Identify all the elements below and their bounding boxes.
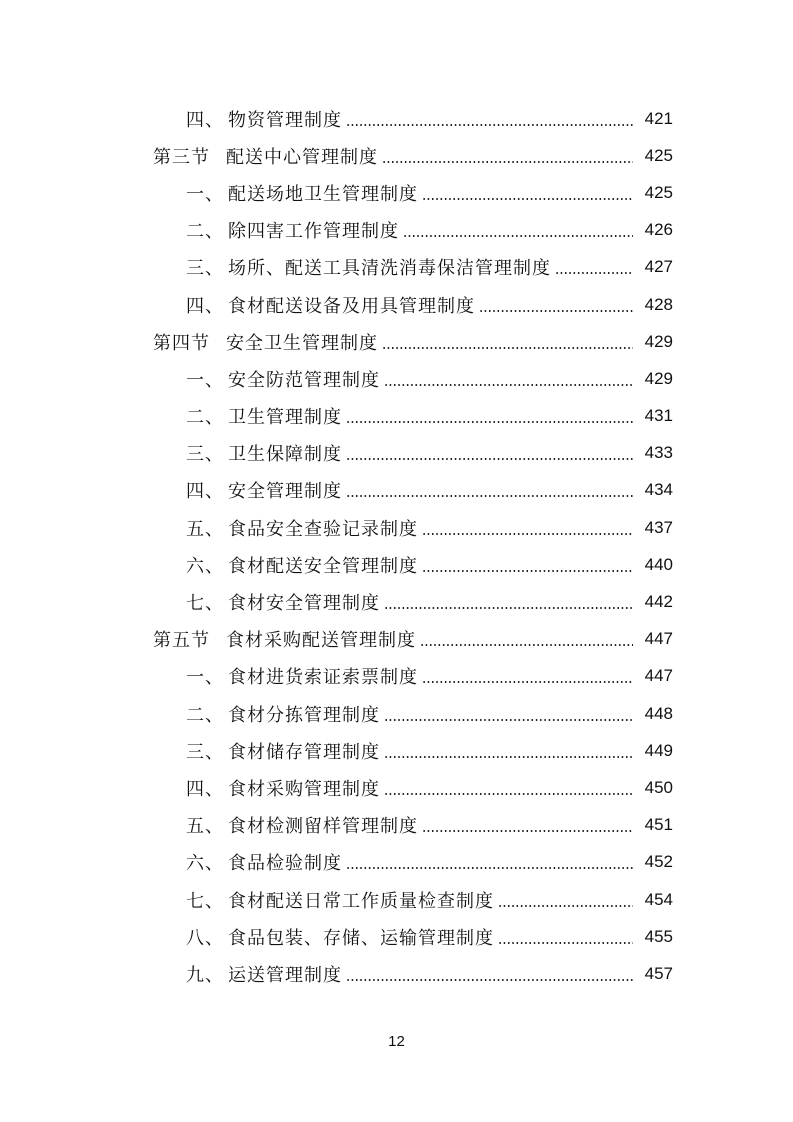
toc-entry-text: 食材安全管理制度 [228,593,380,615]
toc-entry-prefix: 三、 [186,444,224,466]
toc-entry-page-number: 425 [644,182,673,202]
toc-entry-page-number: 433 [644,443,673,463]
toc-entry-text: 食材储存管理制度 [228,741,380,763]
toc-entry-title [186,254,551,280]
dot-leader [555,272,633,274]
toc-entry-prefix: 一、 [186,183,224,205]
toc-entry-page-number: 428 [644,294,673,314]
toc-entry-page-number: 437 [644,517,673,537]
toc-subsection-entry[interactable] [0,435,793,472]
toc-entry-page-number: 427 [644,257,673,277]
toc-entry-title [186,812,418,838]
dot-leader [384,719,633,721]
toc-entry-prefix: 五、 [186,816,224,838]
toc-entry-page-number: 421 [644,108,673,128]
page-number: 12 [388,1033,405,1050]
toc-entry-prefix: 九、 [186,964,224,986]
toc-entry-page-number: 429 [644,368,673,388]
toc-subsection-entry[interactable] [0,695,793,732]
toc-entry-title [186,887,494,913]
toc-subsection-entry[interactable] [0,769,793,806]
toc-entry-page-number: 457 [644,963,673,983]
toc-entry-title [186,106,342,132]
toc-entry-text: 配送中心管理制度 [226,146,378,168]
toc-entry-title [153,329,378,355]
toc-entry-prefix: 一、 [186,667,224,689]
toc-entry-prefix: 八、 [186,927,224,949]
toc-subsection-entry[interactable] [0,398,793,435]
toc-entry-title [186,217,399,243]
toc-entry-text: 配送场地卫生管理制度 [228,183,418,205]
toc-entry-page-number: 447 [644,629,673,649]
toc-subsection-entry[interactable] [0,249,793,286]
toc-subsection-entry[interactable] [0,881,793,918]
toc-entry-prefix: 六、 [186,555,224,577]
dot-leader [384,793,633,795]
dot-leader [422,570,633,572]
toc-entry-text: 食品检验制度 [228,853,342,875]
toc-entry-page-number: 455 [644,926,673,946]
toc-entry-prefix: 三、 [186,258,224,280]
toc-entry-page-number: 448 [644,703,673,723]
toc-entry-title [186,552,418,578]
toc-entry-prefix: 二、 [186,221,224,243]
toc-entry-prefix: 七、 [186,890,224,912]
toc-subsection-entry[interactable] [0,286,793,323]
toc-subsection-entry[interactable] [0,100,793,137]
toc-entry-text: 安全卫生管理制度 [226,332,378,354]
dot-leader [346,124,633,126]
toc-section-entry[interactable] [0,323,793,360]
toc-entry-prefix: 三、 [186,741,224,763]
toc-subsection-entry[interactable] [0,844,793,881]
toc-entry-page-number: 434 [644,480,673,500]
dot-leader [346,979,633,981]
toc-entry-title [186,775,380,801]
toc-entry-text: 食品包装、存储、运输管理制度 [228,927,494,949]
toc-entry-page-number: 442 [644,592,673,612]
toc-subsection-entry[interactable] [0,807,793,844]
toc-entry-title [186,701,380,727]
dot-leader [422,198,633,200]
toc-entry-page-number: 426 [644,220,673,240]
toc-entry-text: 安全管理制度 [228,481,342,503]
dot-leader [346,458,633,460]
toc-subsection-entry[interactable] [0,918,793,955]
toc-subsection-entry[interactable] [0,509,793,546]
toc-entry-page-number: 431 [644,406,673,426]
dot-leader [420,644,633,646]
toc-entry-title [186,477,342,503]
toc-section-entry[interactable] [0,137,793,174]
dot-leader [479,310,633,312]
toc-entry-title [186,849,342,875]
toc-entry-page-number: 425 [644,145,673,165]
toc-entry-title [186,961,342,987]
dot-leader [498,905,633,907]
toc-entry-prefix: 第三节 [153,146,210,168]
dot-leader [384,384,633,386]
toc-entry-title [186,180,418,206]
toc-entry-text: 食材配送日常工作质量检查制度 [228,890,494,912]
toc-subsection-entry[interactable] [0,212,793,249]
toc-entry-page-number: 452 [644,852,673,872]
toc-entry-page-number: 447 [644,666,673,686]
toc-subsection-entry[interactable] [0,583,793,620]
toc-entry-text: 食材进货索证索票制度 [228,667,418,689]
toc-section-entry[interactable] [0,621,793,658]
toc-entry-text: 运送管理制度 [228,964,342,986]
toc-entry-title [153,143,378,169]
toc-entry-text: 场所、配送工具清洗消毒保洁管理制度 [228,258,551,280]
toc-entry-title [153,626,416,652]
toc-entry-prefix: 四、 [186,295,224,317]
toc-entry-title [186,924,494,950]
toc-entry-text: 食材配送设备及用具管理制度 [228,295,475,317]
dot-leader [382,347,633,349]
toc-entry-text: 食材检测留样管理制度 [228,816,418,838]
toc-subsection-entry[interactable] [0,472,793,509]
toc-entry-title [186,440,342,466]
toc-entry-text: 食材分拣管理制度 [228,704,380,726]
toc-entry-page-number: 451 [644,815,673,835]
dot-leader [403,235,633,237]
dot-leader [498,942,633,944]
toc-subsection-entry[interactable] [0,360,793,397]
toc-entry-prefix: 二、 [186,704,224,726]
dot-leader [422,533,633,535]
toc-entry-text: 食材采购管理制度 [228,778,380,800]
toc-entry-text: 食品安全查验记录制度 [228,518,418,540]
toc-entry-page-number: 450 [644,777,673,797]
toc-entry-text: 物资管理制度 [228,109,342,131]
toc-entry-title [186,589,380,615]
toc-subsection-entry[interactable] [0,174,793,211]
toc-subsection-entry[interactable] [0,658,793,695]
toc-entry-prefix: 四、 [186,481,224,503]
toc-entry-title [186,663,418,689]
toc-entry-prefix: 五、 [186,518,224,540]
toc-subsection-entry[interactable] [0,732,793,769]
toc-entry-text: 除四害工作管理制度 [228,221,399,243]
dot-leader [384,607,633,609]
toc-entry-prefix: 六、 [186,853,224,875]
toc-entry-text: 食材采购配送管理制度 [226,630,416,652]
toc-entry-title [186,366,380,392]
dot-leader [422,830,633,832]
dot-leader [346,495,633,497]
toc-entry-title [186,738,380,764]
toc-subsection-entry[interactable] [0,546,793,583]
toc-entry-text: 卫生管理制度 [228,407,342,429]
dot-leader [346,421,633,423]
toc-entry-prefix: 四、 [186,109,224,131]
toc-entry-title [186,292,475,318]
toc-entry-text: 卫生保障制度 [228,444,342,466]
dot-leader [382,161,633,163]
dot-leader [346,867,633,869]
toc-entry-page-number: 440 [644,554,673,574]
toc-entry-text: 食材配送安全管理制度 [228,555,418,577]
toc-entry-prefix: 七、 [186,593,224,615]
dot-leader [422,681,633,683]
toc-subsection-entry[interactable] [0,955,793,992]
table-of-contents [0,100,793,993]
toc-entry-page-number: 454 [644,889,673,909]
dot-leader [384,756,633,758]
toc-entry-prefix: 第五节 [153,630,210,652]
toc-entry-page-number: 449 [644,740,673,760]
toc-entry-title [186,403,342,429]
toc-entry-page-number: 429 [644,331,673,351]
toc-entry-title [186,515,418,541]
toc-entry-prefix: 第四节 [153,332,210,354]
toc-entry-prefix: 四、 [186,778,224,800]
toc-entry-text: 安全防范管理制度 [228,369,380,391]
toc-entry-prefix: 二、 [186,407,224,429]
toc-entry-prefix: 一、 [186,369,224,391]
